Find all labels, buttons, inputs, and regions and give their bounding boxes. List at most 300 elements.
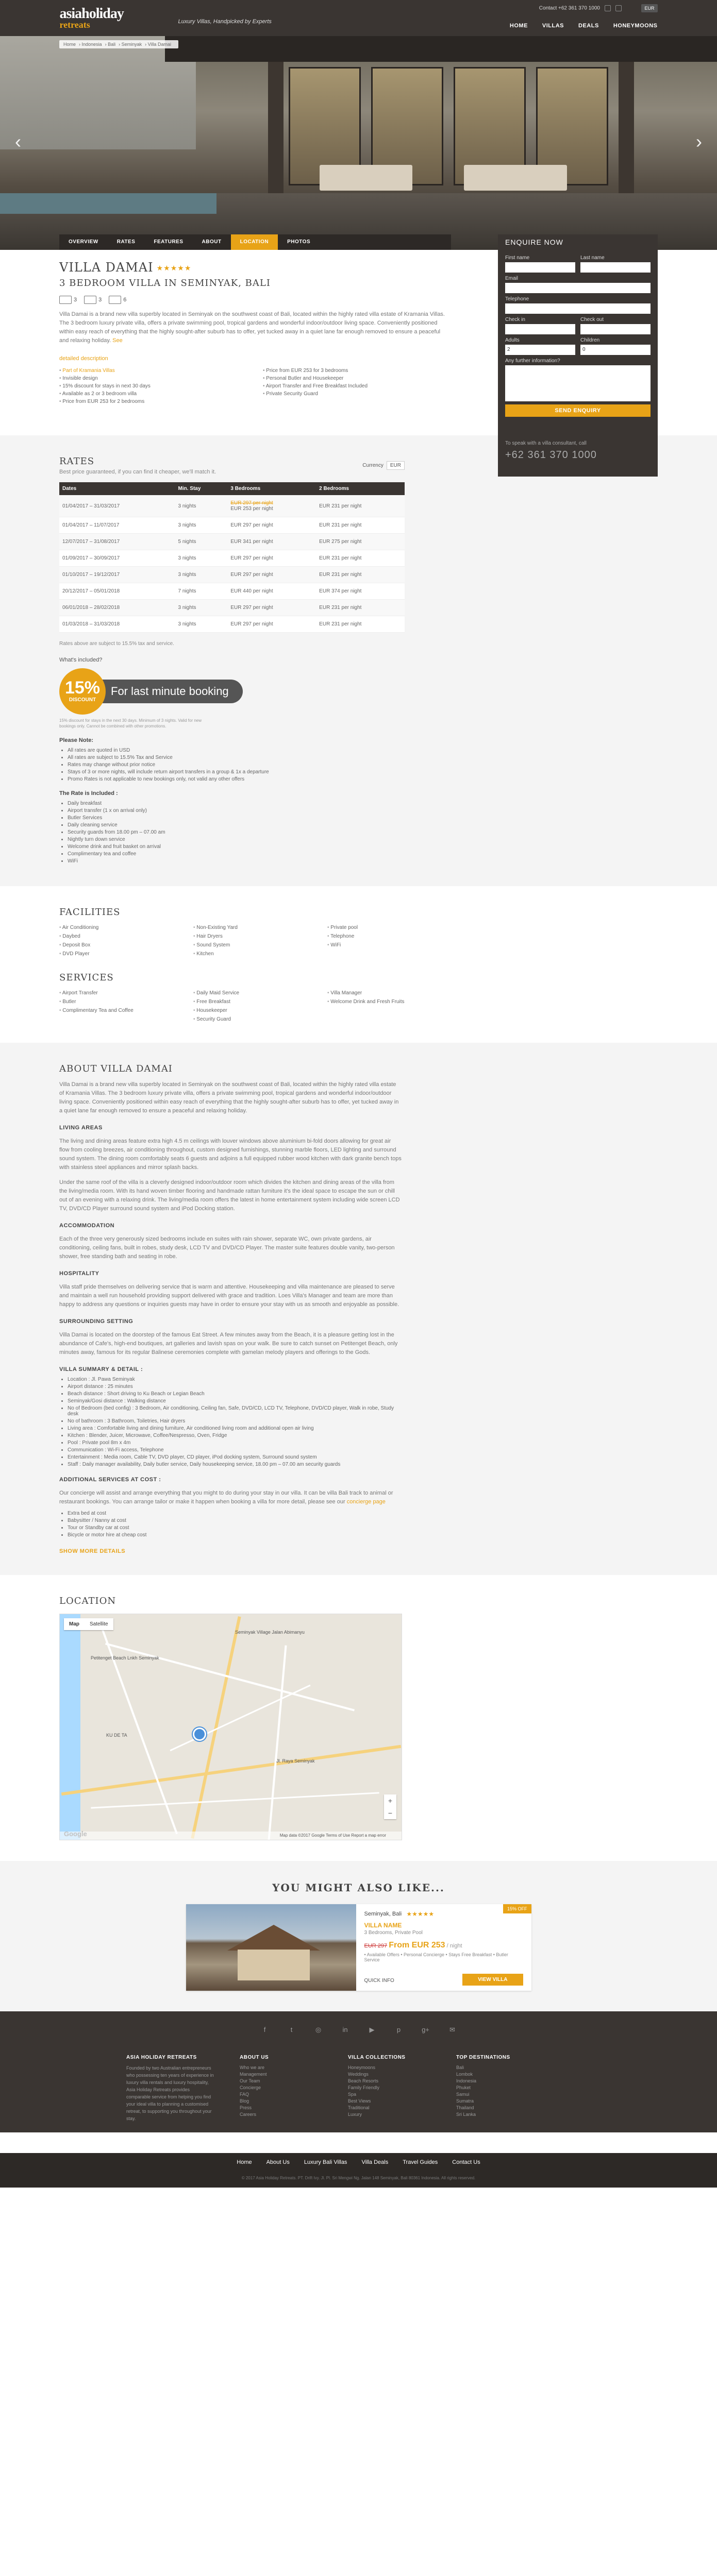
- summary-item: • Location : Jl. Pawa Seminyak: [68, 1377, 402, 1382]
- hospitality-text: Villa staff pride themselves on delivering service that is warm and attentive. Housekeeping and villa maintenance are pleased to serve and maintain a well run household providing support delivered with grace and tradition. Loes Villa's Manager and team are more than happy to address any questions or inquiries guests may have in order to ensure your stay with us as smooth and enjoyable as possible.: [59, 1284, 399, 1308]
- table-cell: [227, 495, 316, 517]
- footer-link[interactable]: Our Team: [240, 2078, 260, 2083]
- last-name-label: Last name: [580, 255, 605, 261]
- instagram-icon[interactable]: ◎: [315, 2026, 322, 2033]
- facility-item: • DVD Player: [59, 951, 183, 957]
- check-in-field[interactable]: [505, 324, 575, 334]
- footer-link[interactable]: Management: [240, 2072, 267, 2077]
- summary-item: • Living area : Comfortable living and dining furniture, Air conditioned living room and additional open air living: [68, 1426, 402, 1431]
- summary-item: • Airport distance : 25 minutes: [68, 1384, 402, 1389]
- consultant-phone[interactable]: +62 361 370 1000: [505, 449, 597, 461]
- please-note-list: [59, 748, 405, 782]
- view-villa-button[interactable]: VIEW VILLA: [462, 1974, 523, 1986]
- about-intro: Villa Damai is a brand new villa superbly located in Seminyak on the southwest coast of Bali, located within the highly rated villa estate of Kramania Villas. The 3 bedroom luxury private villa, offers a private swimming pool, tropical gardens and wonderful indoor/outdoor living space. Conveniently positioned within easy reach of everything that the highly sought-after suburb has to offer, yet tucked away in a quiet lane far enough removed to ensure a peaceful and relaxing holiday.: [59, 1081, 399, 1114]
- footer-link[interactable]: Lombok: [456, 2072, 473, 2077]
- footer-link[interactable]: Sumatra: [456, 2098, 474, 2104]
- further-info-label: Any further information?: [505, 358, 560, 364]
- nav-honeymoons[interactable]: HONEYMOONS: [613, 23, 658, 29]
- villa-card-location: [364, 1910, 523, 1918]
- highlight-item: • Available as 2 or 3 bedroom villa: [59, 391, 247, 397]
- highlight-item: • Price from EUR 253 for 3 bedrooms: [263, 368, 451, 374]
- consultant-note: To speak with a villa consultant, call: [505, 440, 587, 446]
- map-tab-map[interactable]: Map: [69, 1621, 79, 1627]
- site-header: [0, 0, 717, 36]
- table-cell: EUR 231 per night: [316, 600, 405, 616]
- summary-item: • Staff : Daily manager availability, Daily butler service, Daily housekeeping service, 18.00 pm – 07.00 am security guards: [68, 1462, 402, 1467]
- table-cell: 12/07/2017 – 31/08/2017: [59, 534, 175, 550]
- note-item: • All rates are subject to 15.5% Tax and Service: [68, 755, 405, 760]
- included-item: • Complimentary tea and coffee: [68, 851, 405, 857]
- rates-subtitle: Best price guaranteed, if you can find it cheaper, we'll match it.: [59, 469, 216, 475]
- table-cell: 01/04/2017 – 11/07/2017: [59, 517, 175, 534]
- table-cell: EUR 231 per night: [316, 517, 405, 534]
- included-item: • WiFi: [68, 858, 405, 864]
- table-cell: 01/10/2017 – 19/12/2017: [59, 567, 175, 583]
- telephone-field[interactable]: [505, 303, 651, 314]
- included-item: • Airport transfer (1 x on arrival only): [68, 808, 405, 814]
- summary-item: • Entertainment : Media room, Cable TV, DVD player, CD player, iPod docking system, Surround sound system: [68, 1454, 402, 1460]
- footer-nav-link[interactable]: About Us: [266, 2159, 290, 2165]
- additional-item: • Extra bed at cost: [68, 1511, 402, 1516]
- table-row: [59, 567, 405, 583]
- col-min-stay: Min. Stay: [175, 482, 228, 495]
- main-nav: [510, 23, 658, 29]
- rates-title: RATES: [59, 456, 95, 467]
- old-rate: EUR 297 per night: [230, 500, 273, 506]
- summary-item: • No of bathroom : 3 Bathroom, Toiletries, Hair dryers: [68, 1418, 402, 1424]
- bathrooms-fact: [84, 296, 102, 304]
- tagline: Luxury Villas, Handpicked by Experts: [178, 19, 272, 25]
- logo-sub-text: retreats: [59, 20, 90, 30]
- map-label: Jl. Raya Seminyak: [276, 1758, 315, 1764]
- guests-count: 6: [123, 296, 127, 303]
- footer-about-title: ASIA HOLIDAY RETREATS: [126, 2055, 197, 2060]
- facility-item: • Telephone: [327, 934, 451, 939]
- facility-item: • Daybed: [59, 934, 183, 939]
- summary-item: • Communication : Wi-Fi access, Telephone: [68, 1447, 402, 1453]
- highlight-item: • Price from EUR 253 for 2 bedrooms: [59, 399, 247, 404]
- service-item: • Villa Manager: [327, 990, 451, 996]
- service-item: • Airport Transfer: [59, 990, 183, 996]
- service-item: • Complimentary Tea and Coffee: [59, 1008, 183, 1013]
- included-item: • Security guards from 18.00 pm – 07.00 am: [68, 829, 405, 835]
- included-item: • Nightly turn down service: [68, 837, 405, 842]
- logo[interactable]: [60, 7, 124, 29]
- facilities-title: FACILITIES: [59, 907, 121, 918]
- tab-photos[interactable]: PHOTOS: [287, 239, 311, 245]
- rates-table: [59, 482, 405, 633]
- rate-included-title: The Rate is Included :: [59, 790, 118, 796]
- bedrooms-count: 3: [74, 296, 77, 303]
- note-item: • Stays of 3 or more nights, will include return airport transfers in a group & 1x a departure: [68, 769, 405, 775]
- map-tab-satellite[interactable]: Satellite: [90, 1621, 108, 1627]
- table-cell: EUR 275 per night: [316, 534, 405, 550]
- breadcrumb-home[interactable]: Home: [63, 42, 76, 47]
- footer-link[interactable]: Blog: [240, 2098, 249, 2104]
- col-3-bedrooms: 3 Bedrooms: [227, 482, 316, 495]
- facility-item: • Hair Dryers: [193, 934, 317, 939]
- table-cell: 01/04/2017 – 31/03/2017: [59, 495, 175, 517]
- contact-text: Contact +62 361 370 1000: [539, 5, 600, 11]
- bath-icon: [84, 296, 96, 304]
- children-stepper[interactable]: 0: [580, 345, 651, 355]
- tab-rates[interactable]: RATES: [116, 239, 136, 245]
- additional-body: Our concierge will assist and arrange everything that you might to do during your stay in our villa. It can be villa Bali track to animal or restaurant bookings. You can arrange tailor or make it happen when booking a villa for more detail, please see our: [59, 1490, 393, 1505]
- col-2-bedrooms: 2 Bedrooms: [316, 482, 405, 495]
- col-dates: Dates: [59, 482, 175, 495]
- footer-link[interactable]: Bali: [456, 2065, 464, 2070]
- villa-card-name[interactable]: VILLA NAME: [364, 1922, 402, 1929]
- service-item: • Butler: [59, 999, 183, 1005]
- linkedin-icon[interactable]: in: [342, 2026, 348, 2033]
- footer-link[interactable]: Samui: [456, 2092, 470, 2097]
- adults-stepper[interactable]: 2: [505, 345, 575, 355]
- table-cell: EUR 231 per night: [316, 567, 405, 583]
- table-cell: 20/12/2017 – 05/01/2018: [59, 583, 175, 600]
- living-areas-text-1: The living and dining areas feature extra high 4.5 m ceilings with louver windows above aluminium bi-fold doors allowing for great air flow from cooling breezes, air conditioning throughout, custom designed furnishings, stunning marble floors, LED lighting and surround sound system. The dining room comfortably seats 6 guests and adjoins a full equipped rubber wood kitchen with dark granite bench tops with stainless steel appliances and mirror splash backs.: [59, 1138, 402, 1171]
- footer-nav-link[interactable]: Travel Guides: [403, 2159, 438, 2165]
- recommendations-title: YOU MIGHT ALSO LIKE...: [272, 1882, 445, 1894]
- footer-col4-title: TOP DESTINATIONS: [456, 2055, 510, 2060]
- logo-main-text: asiaholiday: [59, 6, 124, 22]
- villa-card-price: [364, 1941, 523, 1950]
- map-label: Petitenget Beach Lnkh Seminyak: [91, 1655, 159, 1660]
- discount-label: DISCOUNT: [69, 697, 96, 703]
- breadcrumb-current: Villa Damai: [147, 42, 171, 47]
- footer-link[interactable]: Family Friendly: [348, 2085, 380, 2090]
- summary-item: • Pool : Private pool 8m x 4m: [68, 1440, 402, 1446]
- currency-selector: [362, 461, 405, 470]
- included-item: • Daily cleaning service: [68, 822, 405, 828]
- breadcrumb-seminyak[interactable]: Seminyak: [121, 42, 142, 47]
- note-item: • Rates may change without prior notice: [68, 762, 405, 768]
- service-item: • Security Guard: [193, 1016, 317, 1022]
- email-field[interactable]: [505, 283, 651, 293]
- footer-nav: [0, 2153, 717, 2172]
- hero-gallery: [0, 36, 717, 250]
- intro-body: Villa Damai is a brand new villa superbly located in Seminyak on the southwest coast of Bali, located within the highly rated villa estate of Kramania Villas. The 3 bedroom luxury private villa, offers a private swimming pool, tropical gardens and wonderful indoor/outdoor living space. Conveniently positioned within easy reach of everything that the highly sought-after suburb has to offer, yet tucked away in a quiet lane far enough removed to ensure a peaceful and relaxing holiday.: [59, 311, 445, 344]
- social-links: [0, 2026, 717, 2034]
- surrounding-text: Villa Damai is located on the doorstep of the famous Eat Street. A few minutes away from the Beach, it is a pleasure getting lost in the abundance of Cafe's, high-end boutiques, art galleries and lavish spas on your walk. Be sure to catch sunset on Petitenget Beach, only minutes away, famous for its regular Balinese ceremonies complete with gamelan melody players and offerings to the Gods.: [59, 1332, 398, 1355]
- footer-about-links: [240, 2064, 348, 2118]
- discount-badge: [59, 668, 106, 715]
- bathrooms-count: 3: [98, 296, 102, 303]
- highlight-item: • Part of Kramania Villas: [59, 368, 247, 374]
- footer-link[interactable]: Luxury: [348, 2112, 362, 2117]
- intro-text: [59, 310, 451, 345]
- footer-nav-link[interactable]: Villa Deals: [361, 2159, 389, 2165]
- villa-subtitle: 3 BEDROOM VILLA IN SEMINYAK, BALI: [59, 278, 271, 289]
- footer-link[interactable]: Careers: [240, 2112, 257, 2117]
- currency-select[interactable]: EUR: [387, 461, 405, 470]
- service-item: • Free Breakfast: [193, 999, 317, 1005]
- check-in-label: Check in: [505, 317, 525, 323]
- discount-percent: 15%: [64, 678, 101, 698]
- table-cell: EUR 231 per night: [316, 495, 405, 517]
- tab-features[interactable]: FEATURES: [154, 239, 184, 245]
- breadcrumb-indonesia[interactable]: Indonesia: [81, 42, 102, 47]
- footer-nav-link[interactable]: Contact Us: [452, 2159, 480, 2165]
- footer-about-text: Founded by two Australian entrepreneurs who possessing ten years of experience in luxury villa rentals and luxury hospitality, Asia Holiday Retreats provides comparable service from helping you find your ideal villa to planning a customised retreat, to supporting you throughout your stay.: [126, 2065, 214, 2121]
- contact-info: [539, 5, 622, 11]
- enquiry-form: [498, 234, 658, 477]
- quick-info-link[interactable]: QUICK INFO: [364, 1978, 394, 1984]
- table-cell: EUR 231 per night: [316, 550, 405, 567]
- summary-item: • Seminyak/Gosi distance : Walking distance: [68, 1398, 402, 1404]
- table-cell: 5 nights: [175, 534, 228, 550]
- table-cell: EUR 297 per night: [227, 517, 316, 534]
- facility-item: • Non-Existing Yard: [193, 925, 317, 930]
- table-row: [59, 517, 405, 534]
- star-rating: ★★★★★: [156, 264, 192, 273]
- footer-nav-link[interactable]: Home: [237, 2159, 252, 2165]
- service-item: • Housekeeper: [193, 1008, 317, 1013]
- rates-note: Rates above are subject to 15.5% tax and service.: [59, 641, 174, 647]
- table-cell: 01/09/2017 – 30/09/2017: [59, 550, 175, 567]
- last-name-field[interactable]: [580, 262, 651, 273]
- rate-included-list: [59, 801, 405, 864]
- send-enquiry-button[interactable]: SEND ENQUIRY: [505, 404, 651, 417]
- table-cell: 3 nights: [175, 616, 228, 633]
- map-zoom-controls: [384, 1794, 396, 1819]
- surrounding-heading: SURROUNDING SETTING: [59, 1318, 134, 1325]
- footer-link[interactable]: Traditional: [348, 2105, 370, 2110]
- footer-col3-title: VILLA COLLECTIONS: [348, 2055, 406, 2060]
- villa-card-features: • Available Offers • Personal Concierge • Stays Free Breakfast • Butler Service: [364, 1952, 508, 1962]
- enquiry-title: ENQUIRE NOW: [498, 234, 658, 250]
- table-cell: EUR 297 per night: [227, 567, 316, 583]
- table-cell: EUR 341 per night: [227, 534, 316, 550]
- footer-link[interactable]: Phuket: [456, 2085, 471, 2090]
- footer-link[interactable]: Beach Resorts: [348, 2078, 379, 2083]
- footer-link[interactable]: Honeymoons: [348, 2065, 376, 2070]
- summary-item: • Beach distance : Short driving to Ku Beach or Legian Beach: [68, 1391, 402, 1397]
- first-name-label: First name: [505, 255, 530, 261]
- new-price: From EUR 253: [389, 1941, 445, 1950]
- nav-villas[interactable]: VILLAS: [542, 23, 564, 29]
- included-item: • Daily breakfast: [68, 801, 405, 806]
- detailed-description-link[interactable]: detailed description: [59, 355, 108, 362]
- highlight-item: • Personal Butler and Housekeeper: [263, 376, 451, 381]
- intro-see-link[interactable]: See: [112, 337, 123, 344]
- facility-item: • WiFi: [327, 942, 451, 948]
- facilities-section: [0, 886, 717, 1043]
- email-label: Email: [505, 276, 519, 281]
- table-cell: EUR 374 per night: [316, 583, 405, 600]
- service-item: • Daily Maid Service: [193, 990, 317, 996]
- table-row: [59, 600, 405, 616]
- highlight-item: • Airport Transfer and Free Breakfast Included: [263, 383, 451, 389]
- tab-overview[interactable]: OVERVIEW: [69, 239, 98, 245]
- villa-facts: [59, 296, 451, 304]
- map-label: KU DE TA: [106, 1733, 127, 1738]
- footer-link[interactable]: Weddings: [348, 2072, 369, 2077]
- highlights-list: [59, 368, 451, 404]
- footer-nav-link[interactable]: Luxury Bali Villas: [304, 2159, 347, 2165]
- guests-fact: [109, 296, 126, 304]
- accommodation-heading: ACCOMMODATION: [59, 1223, 115, 1229]
- location-section: [0, 1575, 717, 1861]
- facility-item: • Deposit Box: [59, 942, 183, 948]
- villa-card[interactable]: [186, 1904, 531, 1991]
- about-section: [0, 1043, 717, 1575]
- whats-included-label: What's included?: [59, 657, 103, 663]
- tab-about[interactable]: ABOUT: [202, 239, 222, 245]
- zoom-out-button[interactable]: −: [388, 1809, 393, 1817]
- service-item: • Welcome Drink and Fresh Fruits: [327, 999, 451, 1005]
- note-item: • Promo Rates is not applicable to new bookings only, not valid any other offers: [68, 776, 405, 782]
- price-suffix: / night: [446, 1943, 462, 1949]
- location-title: LOCATION: [59, 1596, 116, 1606]
- map-attribution: Map data ©2017 Google Terms of Use Report a map error: [60, 1832, 402, 1840]
- phone-icon[interactable]: [615, 5, 622, 11]
- footer-link[interactable]: Spa: [348, 2092, 357, 2097]
- footer-link[interactable]: Indonesia: [456, 2078, 477, 2083]
- old-price: EUR 297: [364, 1943, 388, 1949]
- services-title: SERVICES: [59, 972, 114, 983]
- further-info-textarea[interactable]: [505, 365, 651, 401]
- section-tabs: [59, 234, 451, 250]
- map-label: Seminyak Village Jalan Abimanyu: [235, 1630, 305, 1635]
- recommendations-section: [0, 1861, 717, 2011]
- youtube-icon[interactable]: ▶: [369, 2026, 375, 2033]
- children-label: Children: [580, 337, 600, 343]
- nav-deals[interactable]: DEALS: [578, 23, 599, 29]
- table-cell: EUR 297 per night: [227, 600, 316, 616]
- table-cell: 3 nights: [175, 567, 228, 583]
- footer-link[interactable]: Concierge: [240, 2085, 261, 2090]
- tab-location[interactable]: LOCATION: [231, 234, 278, 250]
- services-list: [59, 990, 451, 1022]
- promo-banner: [59, 668, 405, 715]
- summary-item: • Kitchen : Blender, Juicer, Microwave, Coffee/Nespresso, Oven, Fridge: [68, 1433, 402, 1438]
- bedrooms-fact: [59, 296, 77, 304]
- table-cell: 3 nights: [175, 600, 228, 616]
- table-cell: EUR 231 per night: [316, 616, 405, 633]
- location-pin-icon[interactable]: [193, 1727, 206, 1741]
- about-title: ABOUT VILLA DAMAI: [59, 1063, 173, 1074]
- check-out-label: Check out: [580, 317, 604, 323]
- table-row: [59, 583, 405, 600]
- guests-icon: [109, 296, 121, 304]
- concierge-link[interactable]: concierge page: [346, 1499, 386, 1505]
- table-row: [59, 616, 405, 633]
- villa-card-stars: ★★★★★: [406, 1910, 435, 1918]
- summary-heading: VILLA SUMMARY & DETAIL :: [59, 1366, 143, 1372]
- table-cell: 3 nights: [175, 550, 228, 567]
- footer-link[interactable]: FAQ: [240, 2092, 249, 2097]
- facebook-icon[interactable]: f: [263, 2026, 266, 2033]
- adults-label: Adults: [505, 337, 520, 343]
- table-cell: 01/03/2018 – 31/03/2018: [59, 616, 175, 633]
- table-row: [59, 495, 405, 517]
- facility-item: • Private pool: [327, 925, 451, 930]
- villa-card-subtitle: 3 Bedrooms, Private Pool: [364, 1930, 423, 1936]
- footer-link[interactable]: Best Views: [348, 2098, 371, 2104]
- check-out-field[interactable]: [580, 324, 651, 334]
- nav-home[interactable]: HOME: [509, 23, 528, 29]
- villa-title-text: VILLA DAMAI: [59, 260, 154, 275]
- currency-button[interactable]: EUR: [641, 4, 657, 12]
- first-name-field[interactable]: [505, 262, 575, 273]
- additional-item: • Bicycle or motor hire at cheap cost: [68, 1532, 402, 1538]
- table-row: [59, 534, 405, 550]
- footer-collection-links: [348, 2064, 456, 2118]
- table-cell: EUR 297 per night: [227, 616, 316, 633]
- discount-rate: EUR 253 per night: [230, 506, 273, 512]
- summary-list: [59, 1377, 402, 1467]
- next-arrow-icon[interactable]: ›: [696, 131, 702, 152]
- accommodation-text: Each of the three very generously sized bedrooms include en suites with rain shower, separate WC, own private gardens, air conditioning, ceiling fans, built in robes, study desk, LCD TV and DVD/CD Player. The master suite features double vanity, two-person shower, free standing bath and seating in robe.: [59, 1236, 395, 1260]
- telephone-label: Telephone: [505, 296, 529, 302]
- currency-label: Currency: [362, 463, 383, 468]
- footer-link[interactable]: Press: [240, 2105, 252, 2110]
- villa-title: [59, 260, 451, 275]
- facility-item: • Kitchen: [193, 951, 317, 957]
- footer-link[interactable]: Sri Lanka: [456, 2112, 476, 2117]
- living-areas-heading: LIVING AREAS: [59, 1125, 103, 1131]
- map-type-tabs: [64, 1618, 113, 1630]
- included-item: • Butler Services: [68, 815, 405, 821]
- table-cell: 06/01/2018 – 28/02/2018: [59, 600, 175, 616]
- table-cell: 3 nights: [175, 517, 228, 534]
- show-more-button[interactable]: SHOW MORE DETAILS: [59, 1548, 126, 1554]
- additional-item: • Tour or Standby car at cost: [68, 1525, 402, 1531]
- additional-heading: ADDITIONAL SERVICES AT COST :: [59, 1477, 161, 1483]
- prev-arrow-icon[interactable]: ‹: [15, 131, 21, 152]
- additional-item: • Babysitter / Nanny at cost: [68, 1518, 402, 1523]
- included-item: • Welcome drink and fruit basket on arrival: [68, 844, 405, 850]
- copyright: © 2017 Asia Holiday Retreats. PT. Drift Ivy. Jl. Pl. Sri Mengwi Ng. Jalan 148 Seminyak, Bali 80361 Indonesia. All rights reserved.: [0, 2172, 717, 2188]
- hospitality-heading: HOSPITALITY: [59, 1270, 99, 1277]
- additional-text: [59, 1489, 402, 1506]
- summary-item: • No of Bedroom (bed config) : 3 Bedroom, Air conditioning, Ceiling fan, Safe, DVD/CD, LCD TV, Telephone, DVD/CD player, Walk in robe, Study desk: [68, 1405, 402, 1417]
- breadcrumb-bali[interactable]: Bali: [108, 42, 116, 47]
- villa-card-location-text: Seminyak, Bali: [364, 1910, 402, 1917]
- rates-section: [0, 435, 717, 886]
- footer-link[interactable]: Who we are: [240, 2065, 265, 2070]
- site-footer: [0, 2011, 717, 2132]
- villa-card-image[interactable]: [186, 1904, 356, 1991]
- table-row: [59, 550, 405, 567]
- email-icon[interactable]: [605, 5, 611, 11]
- additional-list: [59, 1511, 402, 1538]
- footer-link[interactable]: Thailand: [456, 2105, 474, 2110]
- highlight-item: • Invisible design: [59, 376, 247, 381]
- note-item: • All rates are quoted in USD: [68, 748, 405, 753]
- facility-item: • Air Conditioning: [59, 925, 183, 930]
- promo-note: 15% discount for stays in the next 30 days. Minimum of 3 nights. Valid for new bookings only. Cannot be combined with other promotions.: [59, 718, 202, 728]
- promo-text: For last minute booking: [93, 680, 243, 703]
- highlight-item: • Private Security Guard: [263, 391, 451, 397]
- pinterest-icon[interactable]: p: [396, 2026, 401, 2033]
- bed-icon: [59, 296, 72, 304]
- table-cell: EUR 440 per night: [227, 583, 316, 600]
- twitter-icon[interactable]: t: [290, 2026, 293, 2033]
- please-note-title: Please Note:: [59, 737, 94, 743]
- facilities-list: [59, 925, 451, 957]
- highlight-item: • 15% discount for stays in next 30 days: [59, 383, 247, 389]
- email-icon[interactable]: ✉: [449, 2026, 455, 2033]
- table-cell: 3 nights: [175, 495, 228, 517]
- table-cell: EUR 297 per night: [227, 550, 316, 567]
- zoom-in-button[interactable]: +: [388, 1797, 393, 1805]
- map[interactable]: [59, 1614, 402, 1840]
- breadcrumb: Home › Indonesia › Bali › Seminyak › Villa Damai: [59, 40, 178, 48]
- footer-destination-links: [456, 2064, 564, 2118]
- discount-ribbon: 15% OFF: [503, 1904, 531, 1913]
- google-plus-icon[interactable]: g+: [422, 2026, 429, 2033]
